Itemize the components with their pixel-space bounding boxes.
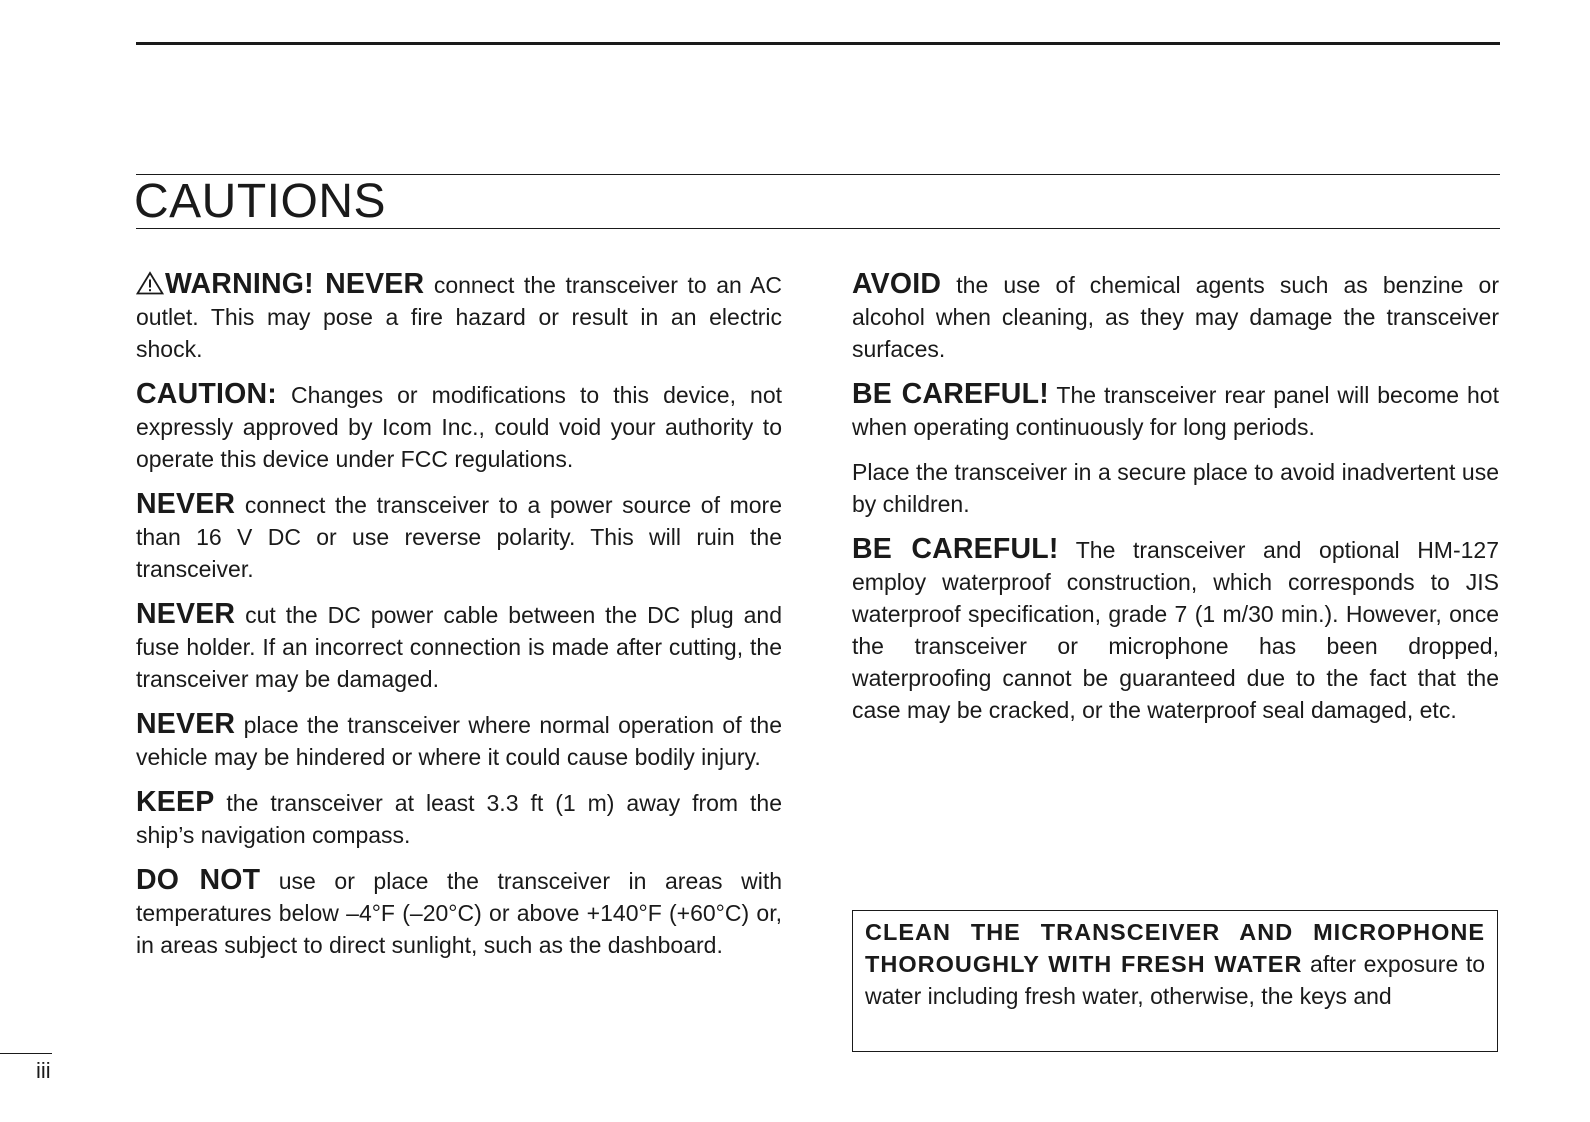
caution-item [852, 268, 1499, 365]
caution-text: The transceiver and optional HM-127 employ waterproof construction, which corresponds to JIS waterproof specification, grade 7 (1 m/30 min.). However, once the transceiver or microphone has been dropped, waterproofing cannot be guaranteed due to the fact that the case may be cracked, or the waterproof seal damaged, etc. [852, 537, 1499, 723]
caution-item [136, 786, 782, 851]
caution-keyword: AVOID [852, 268, 942, 300]
warning-triangle-icon [136, 271, 164, 295]
caution-text: connect the transceiver to a power source of more than 16 V DC or use reverse polarity. This will ruin the transceiver. [136, 492, 783, 582]
left-column [136, 268, 782, 974]
caution-item [852, 533, 1499, 726]
caution-item [136, 488, 782, 585]
caution-item [136, 378, 782, 475]
top-rule [136, 42, 1500, 45]
title-rule-bottom [136, 228, 1500, 229]
caution-text: place the transceiver where normal operation of the vehicle may be hindered or where it could cause bodily injury. [136, 712, 782, 770]
caution-keyword: NEVER [136, 488, 236, 520]
caution-keyword: KEEP [136, 786, 215, 818]
caution-text: Changes or modifications to this device, not expressly approved by Icom Inc., could void your authority to operate this device under FCC regulations. [136, 382, 783, 472]
right-column [852, 268, 1499, 739]
caution-item [136, 864, 782, 961]
caution-keyword: DO NOT [136, 864, 261, 896]
page-number: iii [36, 1058, 51, 1083]
caution-keyword: WARNING! NEVER [165, 268, 425, 300]
caution-keyword: NEVER [136, 708, 236, 740]
caution-text: Place the transceiver in a secure place to avoid inadvertent use by children. [852, 459, 1499, 517]
caution-keyword: CAUTION: [136, 378, 277, 410]
caution-text: the use of chemical agents such as benzine or alcohol when cleaning, as they may damage the transceiver surfaces. [852, 272, 1500, 362]
caution-text: use or place the transceiver in areas with temperatures below –4°F (–20°C) or above +140°F (+60°C) or, in areas subject to direct sunlight, such as the dashboard. [136, 868, 782, 958]
caution-keyword: BE CAREFUL! [852, 378, 1049, 410]
page-number-rule [0, 1053, 52, 1054]
page-title: CAUTIONS [134, 175, 387, 228]
caution-text: connect the transceiver to an AC outlet. This may pose a fire hazard or result in an electric shock. [136, 272, 782, 362]
caution-text: the transceiver at least 3.3 ft (1 m) away from the ship’s navigation compass. [136, 790, 783, 848]
note-keyword: CLEAN THE TRANSCEIVER AND MICROPHONE THOROUGHLY WITH FRESH WATER [865, 919, 1485, 977]
caution-keyword: NEVER [136, 598, 236, 630]
note-text [865, 916, 1485, 1012]
caution-item [852, 456, 1499, 520]
caution-text: The transceiver rear panel will become hot when operating continuously for long periods. [852, 382, 1499, 440]
caution-item-warning [136, 268, 782, 365]
caution-item [852, 378, 1499, 443]
caution-item [136, 598, 782, 695]
caution-text: cut the DC power cable between the DC plug and fuse holder. If an incorrect connection is made after cutting, the transceiver may be damaged. [136, 602, 783, 692]
note-body: after exposure to water including fresh water, otherwise, the keys and [865, 951, 1485, 1009]
clean-note-box [852, 910, 1498, 1052]
caution-item [136, 708, 782, 773]
caution-keyword: BE CAREFUL! [852, 533, 1059, 565]
